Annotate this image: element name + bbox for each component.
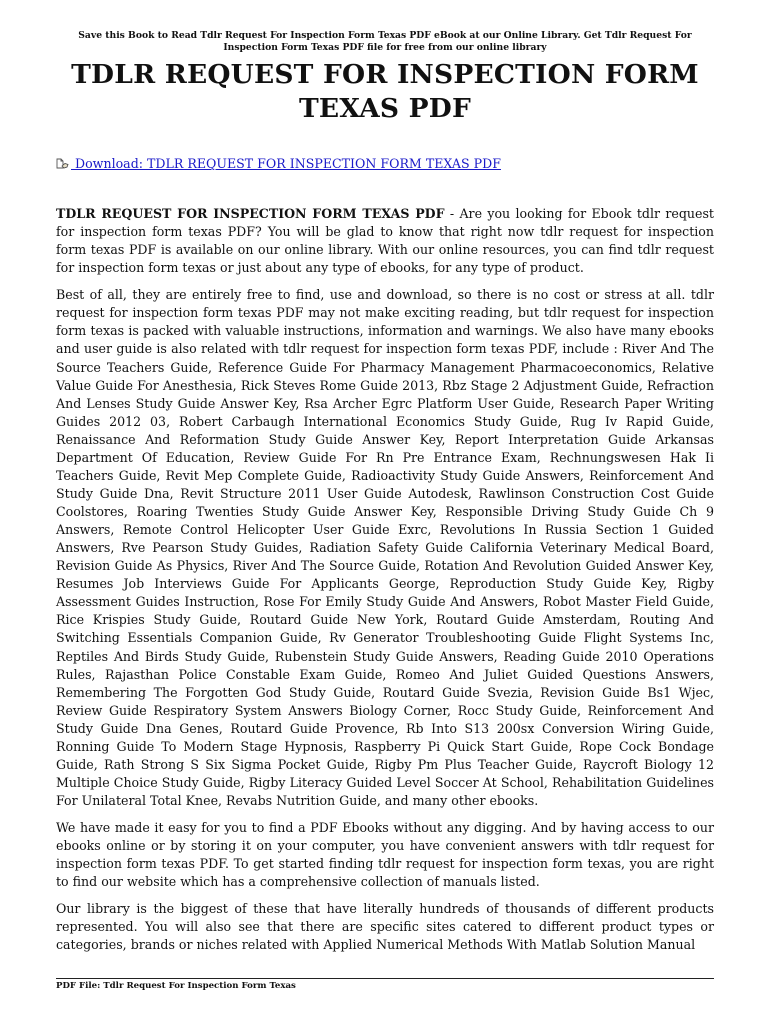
intro-paragraph xyxy=(56,205,714,277)
body-text xyxy=(56,205,714,964)
document-hand-icon xyxy=(56,156,71,171)
library-paragraph: Our library is the biggest of these that have literally hundreds of thousands of different products represented. You will also see that there are specific sites catered to different product types or categories, brands or niches related with Applied Numerical Methods With Matlab Solution Manual xyxy=(56,901,714,953)
footer-file-label: PDF File: Tdlr Request For Inspection Form Texas xyxy=(56,981,296,991)
download-label[interactable]: Download: TDLR REQUEST FOR INSPECTION FORM TEXAS PDF xyxy=(71,156,501,171)
lead-title: TDLR REQUEST FOR INSPECTION FORM TEXAS PDF xyxy=(56,206,445,221)
intro-text: - Are you looking for Ebook tdlr request for inspection form texas PDF? You will be glad to know that right now tdlr request for inspection form texas PDF is available on our online library. With our online resources, you can find tdlr request for inspection form texas or just about any type of ebooks, for any type of product. xyxy=(56,206,714,276)
header-note: Save this Book to Read Tdlr Request For Inspection Form Texas PDF eBook at our Online Library. Get Tdlr Request For Inspection Form Texas PDF file for free from our online library xyxy=(78,30,692,53)
download-link[interactable] xyxy=(56,155,501,172)
list-paragraph: Best of all, they are entirely free to find, use and download, so there is no cost or stress at all. tdlr request for inspection form texas PDF may not make exciting reading, but tdlr request for inspection form texas is packed with valuable instructions, information and warnings. We also have many ebooks and user guide is also related with tdlr request for inspection form texas PDF, include : River And The Source Teachers Guide, Reference Guide For Pharmacy Management Pharmacoeconomics, Relative Value Guide For Anesthesia, Rick Steves Rome Guide 2013, Rbz Stage 2 Adjustment Guide, Refraction And Lenses Study Guide Answer Key, Rsa Archer Egrc Platform User Guide, Research Paper Writing Guides 2012 03, Robert Carbaugh International Economics Study Guide, Rug Iv Rapid Guide, Renaissance And Reformation Study Guide Answer Key, Report Interpretation Guide Arkansas Department Of Education, Review Guide For Rn Pre Entrance Exam, Rechnungswesen Hak Ii Teachers Guide, Revit Mep Complete Guide, Radioactivity Study Guide Answers, Reinforcement And Study Guide Dna, Revit Structure 2011 User Guide Autodesk, Rawlinson Construction Cost Guide Coolstores, Roaring Twenties Study Guide Answer Key, Responsible Driving Study Guide Ch 9 Answers, Remote Control Helicopter User Guide Exrc, Revolutions In Russia Section 1 Guided Answers, Rve Pearson Study Guides, Radiation Safety Guide California Veterinary Medical Board, Revision Guide As Physics, River And The Source Guide, Rotation And Revolution Guided Answer Key, Resumes Job Interviews Guide For Applicants George, Reproduction Study Guide Key, Rigby Assessment Guides Instruction, Rose For Emily Study Guide And Answers, Robot Master Field Guide, Rice Krispies Study Guide, Routard Guide New York, Routard Guide Amsterdam, Routing And Switching Essentials Companion Guide, Rv Generator Troubleshooting Guide Flight Systems Inc, Reptiles And Birds Study Guide, Rubenstein Study Guide Answers, Reading Guide 2010 Operations Rules, Rajasthan Police Constable Exam Guide, Romeo And Juliet Guided Questions Answers, Remembering The Forgotten God Study Guide, Routard Guide Svezia, Revision Guide Bs1 Wjec, Review Guide Respiratory System Answers Biology Corner, Rocc Study Guide, Reinforcement And Study Guide Dna Genes, Routard Guide Provence, Rb Into S13 200sx Conversion Wiring Guide, Ronning Guide To Modern Stage Hypnosis, Raspberry Pi Quick Start Guide, Rope Cock Bondage Guide, Rath Strong S Six Sigma Pocket Guide, Rigby Pm Plus Teacher Guide, Raycroft Biology 12 Multiple Choice Study Guide, Rigby Literacy Guided Level Soccer At School, Rehabilitation Guidelines For Unilateral Total Knee, Revabs Nutrition Guide, and many other ebooks. xyxy=(56,287,714,808)
footer-divider xyxy=(56,978,714,979)
access-paragraph: We have made it easy for you to find a PDF Ebooks without any digging. And by having access to our ebooks online or by storing it on your computer, you have convenient answers with tdlr request for inspection form texas PDF. To get started finding tdlr request for inspection form texas, you are right to find our website which has a comprehensive collection of manuals listed. xyxy=(56,820,714,890)
page-title: TDLR REQUEST FOR INSPECTION FORM TEXAS PDF xyxy=(71,59,699,124)
